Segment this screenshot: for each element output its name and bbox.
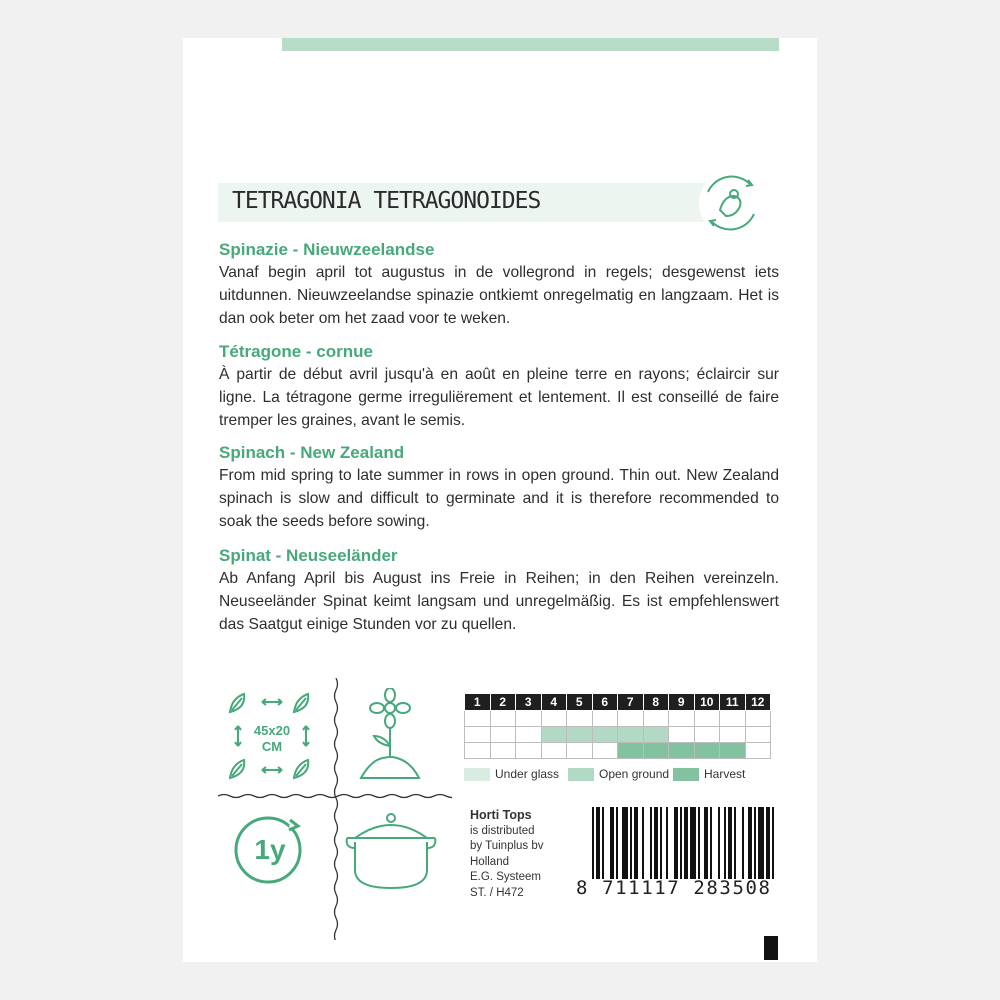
calendar-cell (643, 711, 669, 727)
barcode-bar (596, 807, 600, 879)
calendar-cell (643, 727, 669, 743)
barcode-bar (592, 807, 594, 879)
month-cell: 4 (541, 694, 567, 711)
legend-swatch (464, 768, 490, 781)
calendar-cell (541, 743, 567, 759)
barcode-bars (592, 807, 778, 879)
barcode-bar (748, 807, 752, 879)
calendar-cell (465, 711, 491, 727)
distributor-line: ST. / H472 (470, 886, 524, 899)
calendar-cell (592, 727, 618, 743)
horizontal-divider (218, 792, 452, 800)
section-text-en: From mid spring to late summer in rows in open ground. Thin out. New Zealand spinach is slow and difficult to germinate and it is therefore recommended to soak the seeds before sowing. (219, 467, 779, 530)
barcode-bar (622, 807, 628, 879)
calendar-row-open-ground (465, 727, 771, 743)
calendar-cell (745, 727, 771, 743)
section-heading-en: Spinach - New Zealand (219, 443, 405, 462)
calendar-row-under-glass (465, 711, 771, 727)
calendar-cell (618, 743, 644, 759)
section-text-de: Ab Anfang April bis August ins Freie in Reihen; in den Reihen vereinzeln. Neuseeländer Spinat keimt langsam und unregelmäßig. Es ist empfehlenswert das Saatgut einige Stunden vor zu quellen. (219, 570, 779, 633)
barcode-bar (642, 807, 644, 879)
calendar-cell (490, 711, 516, 727)
calendar-cell (465, 727, 491, 743)
barcode-bar (650, 807, 652, 879)
month-cell: 1 (465, 694, 491, 711)
calendar-cell (592, 743, 618, 759)
barcode-bar (616, 807, 618, 879)
calendar-cell (694, 743, 720, 759)
calendar-cell (720, 743, 746, 759)
legend-under-glass: Under glass (464, 767, 559, 781)
barcode-bar (698, 807, 700, 879)
barcode-bar (734, 807, 736, 879)
barcode-bar (758, 807, 764, 879)
calendar-cell (567, 743, 593, 759)
barcode-bar (654, 807, 658, 879)
brand-name: Horti Tops (470, 808, 532, 822)
calendar-cell (694, 711, 720, 727)
month-cell: 11 (720, 694, 746, 711)
legend-open-ground: Open ground (568, 767, 669, 781)
calendar-cell (618, 711, 644, 727)
distributor-line: E.G. Systeem (470, 871, 541, 883)
soak-seeds-icon (692, 170, 770, 236)
calendar-cell (694, 727, 720, 743)
spacing-label: 45x20 CM (253, 723, 291, 754)
sprout-icon (355, 688, 425, 784)
barcode-bar (630, 807, 632, 879)
barcode-bar (660, 807, 662, 879)
month-cell: 5 (567, 694, 593, 711)
barcode-bar (684, 807, 688, 879)
cooking-pot-icon (343, 812, 439, 894)
month-cell: 9 (669, 694, 695, 711)
section-text-nl: Vanaf begin april tot augustus in de vollegrond in regels; desgewenst iets uitdunnen. Nieuwzeelandse spinazie ontkiemt onregelmatig en langzaam. Het is dan ook beter om het zaad voor te weken. (219, 264, 779, 327)
calendar-cell (516, 743, 542, 759)
distributor-line: Holland (470, 855, 509, 868)
barcode-bar (766, 807, 770, 879)
distributor-line: is distributed (470, 824, 535, 837)
calendar-cell (720, 711, 746, 727)
calendar-cell (618, 727, 644, 743)
calendar-cell (720, 727, 746, 743)
legend-swatch (568, 768, 594, 781)
calendar-cell (643, 743, 669, 759)
calendar-cell (567, 711, 593, 727)
calendar-cell (541, 711, 567, 727)
barcode-bar (710, 807, 712, 879)
calendar-cell (465, 743, 491, 759)
section-heading-de: Spinat - Neuseeländer (219, 546, 398, 565)
month-cell: 10 (694, 694, 720, 711)
month-cell: 7 (618, 694, 644, 711)
top-color-strip (282, 38, 779, 51)
month-cell: 12 (745, 694, 771, 711)
barcode-bar (602, 807, 604, 879)
calendar-cell (567, 727, 593, 743)
section-heading-fr: Tétragone - cornue (219, 342, 373, 361)
distributor-info (470, 808, 544, 901)
barcode-bar (772, 807, 774, 879)
month-cell: 3 (516, 694, 542, 711)
calendar-cell (541, 727, 567, 743)
barcode-bar (680, 807, 682, 879)
legend-harvest: Harvest (673, 767, 745, 781)
vertical-divider (332, 678, 340, 940)
barcode-bar (690, 807, 696, 879)
barcode-number: 8 711117 283508 (576, 877, 772, 899)
sowing-calendar (464, 693, 771, 759)
barcode-bar (742, 807, 744, 879)
legend-swatch (673, 768, 699, 781)
barcode-bar (634, 807, 638, 879)
calendar-cell (516, 711, 542, 727)
barcode-bar (728, 807, 732, 879)
species-title: TETRAGONIA TETRAGONOIDES (232, 188, 541, 214)
calendar-cell (490, 727, 516, 743)
barcode-bar (666, 807, 668, 879)
month-cell: 6 (592, 694, 618, 711)
barcode-bar (610, 807, 614, 879)
month-cell: 8 (643, 694, 669, 711)
calendar-cell (745, 743, 771, 759)
calendar-row-harvest (465, 743, 771, 759)
calendar-cell (490, 743, 516, 759)
barcode-bar (704, 807, 708, 879)
barcode-bar (724, 807, 726, 879)
barcode-bar (718, 807, 720, 879)
calendar-cell (669, 711, 695, 727)
calendar-cell (669, 727, 695, 743)
annual-label: 1y (254, 834, 286, 865)
section-heading-nl: Spinazie - Nieuwzeelandse (219, 240, 435, 259)
distributor-line: by Tuinplus bv (470, 840, 544, 852)
barcode-bar (674, 807, 678, 879)
calendar-cell (745, 711, 771, 727)
calendar-cell (669, 743, 695, 759)
print-registration-mark (764, 936, 778, 960)
barcode-bar (754, 807, 756, 879)
calendar-cell (516, 727, 542, 743)
month-cell: 2 (490, 694, 516, 711)
section-text-fr: À partir de début avril jusqu'à en août en pleine terre en rayons; éclaircir sur ligne. La tétragone germe irreguliërement et lentement. Il est conseillé de faire tremper les graines, avant le semis. (219, 366, 779, 429)
calendar-header-row (465, 694, 771, 711)
calendar-cell (592, 711, 618, 727)
